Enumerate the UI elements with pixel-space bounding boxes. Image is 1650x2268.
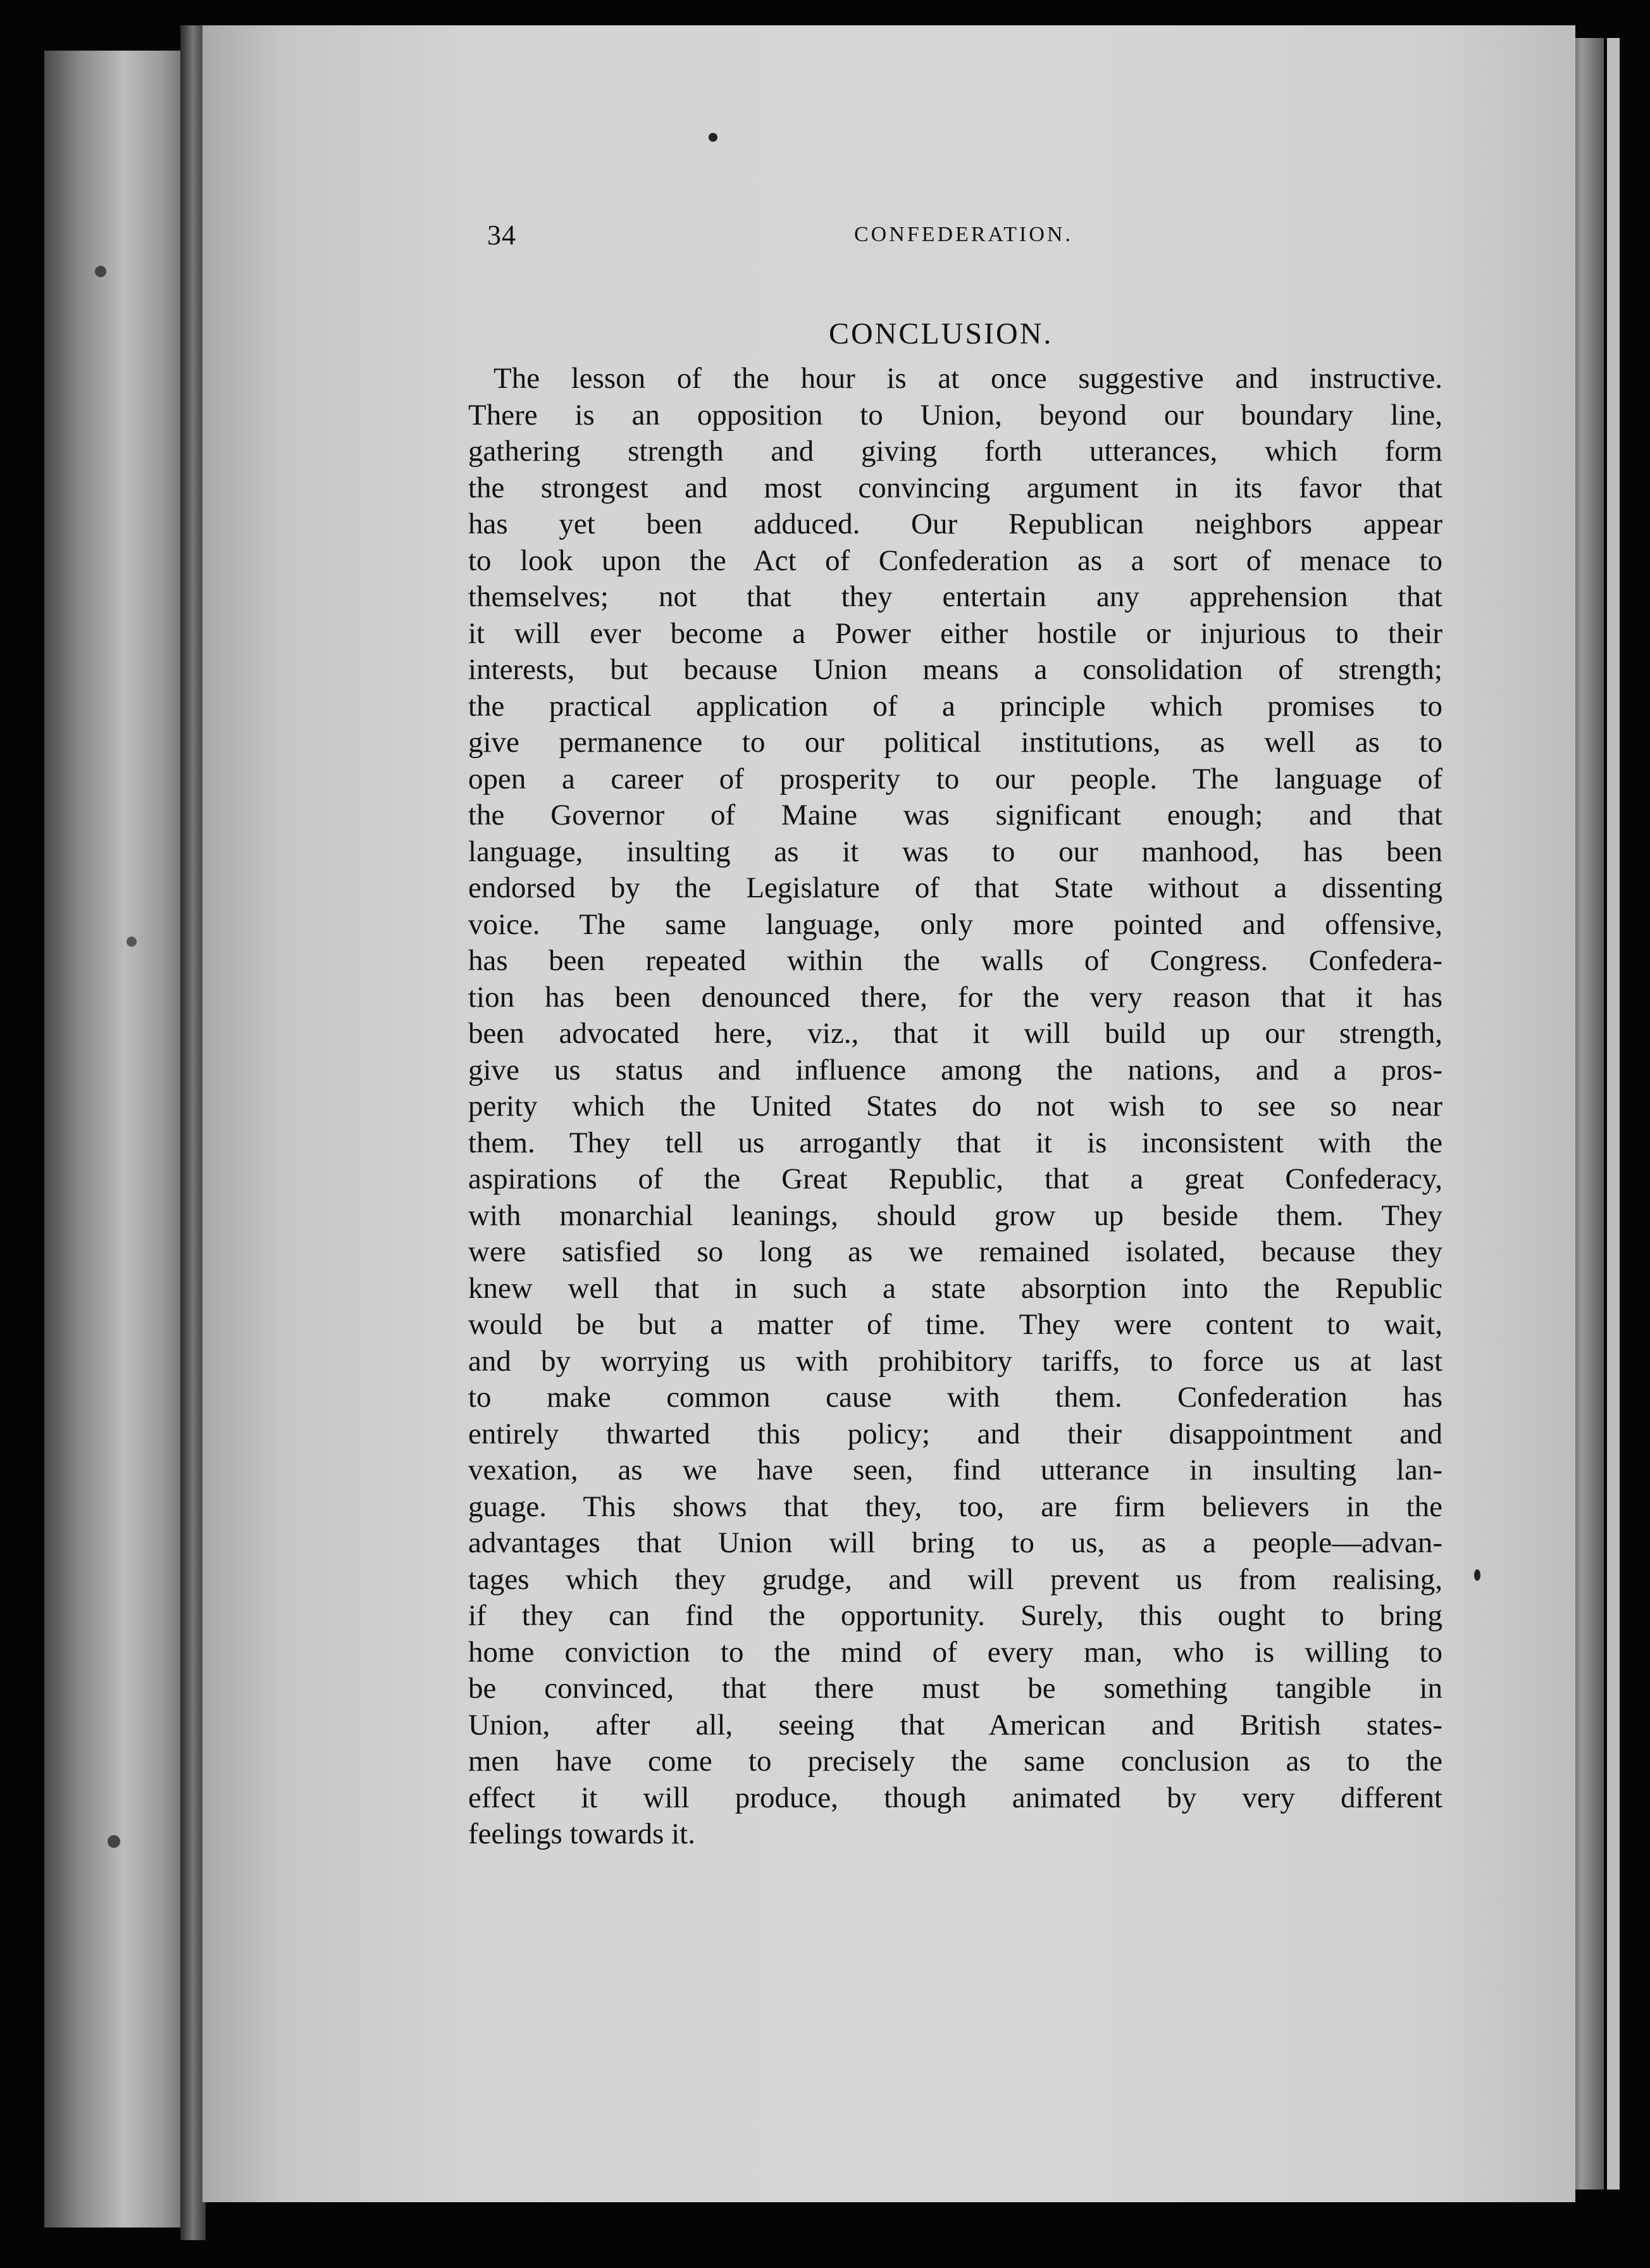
text-line: voice. The same language, only more pointed and offensive, bbox=[468, 907, 1442, 941]
text-line: if they can find the opportunity. Surely, this ought to bring bbox=[468, 1599, 1442, 1632]
spine-shadow bbox=[180, 25, 206, 2240]
text-line: it will ever become a Power either hostile or injurious to their bbox=[468, 616, 1442, 650]
text-line: advantages that Union will bring to us, as a people—advan- bbox=[468, 1526, 1442, 1559]
text-line: gathering strength and giving forth utterances, which form bbox=[468, 435, 1442, 468]
running-title: CONFEDERATION. bbox=[854, 223, 1073, 246]
scan-speck bbox=[127, 937, 137, 947]
text-line: perity which the United States do not wish to see so near bbox=[468, 1090, 1442, 1123]
text-line: endorsed by the Legislature of that State without a dissenting bbox=[468, 871, 1442, 904]
text-line: tages which they grudge, and will prevent us from realising, bbox=[468, 1562, 1442, 1596]
text-line: and by worrying us with prohibitory tariffs, to force us at last bbox=[468, 1344, 1442, 1378]
text-line: would be but a matter of time. They were content to wait, bbox=[468, 1308, 1442, 1341]
running-head bbox=[487, 219, 1474, 263]
text-line: home conviction to the mind of every man, who is willing to bbox=[468, 1635, 1442, 1669]
text-line: feelings towards it. bbox=[468, 1817, 695, 1850]
page-number: 34 bbox=[487, 220, 516, 251]
text-line: The lesson of the hour is at once suggestive and instructive. bbox=[493, 362, 1442, 395]
text-line: tion has been denounced there, for the very reason that it has bbox=[468, 980, 1442, 1014]
text-line: aspirations of the Great Republic, that a great Confederacy, bbox=[468, 1162, 1442, 1195]
text-line: to look upon the Act of Confederation as a sort of menace to bbox=[468, 544, 1442, 577]
text-line: with monarchial leanings, should grow up beside them. They bbox=[468, 1199, 1442, 1232]
text-line: vexation, as we have seen, find utterance in insulting lan- bbox=[468, 1454, 1442, 1486]
text-line: them. They tell us arrogantly that it is inconsistent with the bbox=[468, 1126, 1442, 1159]
text-line: give permanence to our political institutions, as well as to bbox=[468, 726, 1442, 759]
text-line: has yet been adduced. Our Republican neighbors appear bbox=[468, 508, 1442, 540]
text-line: interests, but because Union means a consolidation of strength; bbox=[468, 653, 1442, 686]
text-line: entirely thwarted this policy; and their disappointment and bbox=[468, 1417, 1442, 1450]
text-line: to make common cause with them. Confederation has bbox=[468, 1381, 1442, 1414]
scan-speck bbox=[95, 266, 106, 277]
text-line: been advocated here, viz., that it will build up our strength, bbox=[468, 1017, 1442, 1050]
text-line: the practical application of a principle which promises to bbox=[468, 689, 1442, 723]
text-line: themselves; not that they entertain any apprehension that bbox=[468, 580, 1442, 613]
text-line: men have come to precisely the same conclusion as to the bbox=[468, 1745, 1442, 1778]
scan-speck bbox=[108, 1835, 120, 1848]
body-text bbox=[468, 361, 1442, 1853]
scan-speck bbox=[709, 133, 717, 142]
text-line: effect it will produce, though animated by very different bbox=[468, 1781, 1442, 1814]
text-line: knew well that in such a state absorption into the Republic bbox=[468, 1271, 1442, 1305]
text-line: were satisfied so long as we remained isolated, because they bbox=[468, 1235, 1442, 1268]
section-heading: CONCLUSION. bbox=[829, 317, 1053, 351]
text-line: has been repeated within the walls of Congress. Confedera- bbox=[468, 944, 1442, 977]
binding-edge bbox=[44, 51, 190, 2228]
text-line: the Governor of Maine was significant enough; and that bbox=[468, 799, 1442, 832]
scan-speck bbox=[1474, 1569, 1480, 1581]
text-line: There is an opposition to Union, beyond our boundary line, bbox=[468, 398, 1442, 432]
text-line: open a career of prosperity to our people. The language of bbox=[468, 762, 1442, 795]
text-line: Union, after all, seeing that American and British states- bbox=[468, 1708, 1442, 1742]
text-line: guage. This shows that they, too, are firm believers in the bbox=[468, 1490, 1442, 1523]
text-line: be convinced, that there must be something tangible in bbox=[468, 1672, 1442, 1705]
next-page-sliver bbox=[1607, 38, 1620, 2190]
text-line: give us status and influence among the nations, and a pros- bbox=[468, 1053, 1442, 1087]
text-line: the strongest and most convincing argument in its favor that bbox=[468, 471, 1442, 504]
text-line: language, insulting as it was to our manhood, has been bbox=[468, 835, 1442, 868]
